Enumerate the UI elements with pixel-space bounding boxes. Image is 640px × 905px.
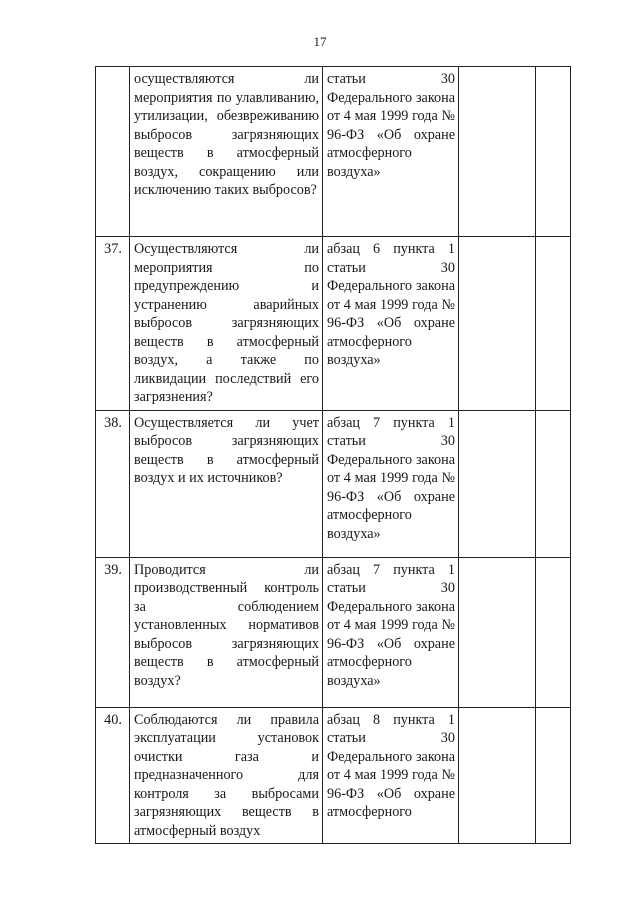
question-cell: осуществляются ли мероприятия по улавливанию, утилизации, обезвреживанию выбросов загрязняющих веществ в атмосферный воздух, сокращению или исключению таких выбросов? — [130, 67, 323, 237]
answer-cell — [459, 67, 536, 237]
table-row — [96, 67, 571, 237]
table-row — [96, 707, 571, 844]
table-row — [96, 237, 571, 411]
reference-cell: статьи 30 Федерального закона от 4 мая 1999 года № 96-ФЗ «Об охране атмосферного воздуха» — [323, 67, 459, 237]
page-number: 17 — [313, 34, 327, 49]
note-cell — [536, 707, 571, 844]
question-cell: Осуществляется ли учет выбросов загрязняющих веществ в атмосферный воздух и их источников? — [130, 410, 323, 557]
reference-cell: абзац 7 пункта 1 статьи 30 Федерального закона от 4 мая 1999 года № 96-ФЗ «Об охране атмосферного воздуха» — [323, 410, 459, 557]
note-cell — [536, 237, 571, 411]
checklist-table — [95, 66, 571, 844]
answer-cell — [459, 237, 536, 411]
answer-cell — [459, 707, 536, 844]
note-cell — [536, 67, 571, 237]
answer-cell — [459, 410, 536, 557]
reference-cell: абзац 7 пункта 1 статьи 30 Федерального закона от 4 мая 1999 года № 96-ФЗ «Об охране атмосферного воздуха» — [323, 557, 459, 707]
question-cell: Проводится ли производственный контроль за соблюдением установленных нормативов выбросов загрязняющих веществ в атмосферный воздух? — [130, 557, 323, 707]
row-number: 38. — [96, 410, 130, 557]
row-number — [96, 67, 130, 237]
row-number: 40. — [96, 707, 130, 844]
answer-cell — [459, 557, 536, 707]
row-number: 37. — [96, 237, 130, 411]
reference-cell: абзац 6 пункта 1 статьи 30 Федерального закона от 4 мая 1999 года № 96-ФЗ «Об охране атмосферного воздуха» — [323, 237, 459, 411]
table-row — [96, 557, 571, 707]
note-cell — [536, 557, 571, 707]
table-row — [96, 410, 571, 557]
reference-cell: абзац 8 пункта 1 статьи 30 Федерального закона от 4 мая 1999 года № 96-ФЗ «Об охране атмосферного — [323, 707, 459, 844]
question-cell: Осуществляются ли мероприятия по предупреждению и устранению аварийных выбросов загрязняющих веществ в атмосферный воздух, а также по ликвидации последствий его загрязнения? — [130, 237, 323, 411]
note-cell — [536, 410, 571, 557]
question-cell: Соблюдаются ли правила эксплуатации установок очистки газа и предназначенного для контроля за выбросами загрязняющих веществ в атмосферный воздух — [130, 707, 323, 844]
row-number: 39. — [96, 557, 130, 707]
